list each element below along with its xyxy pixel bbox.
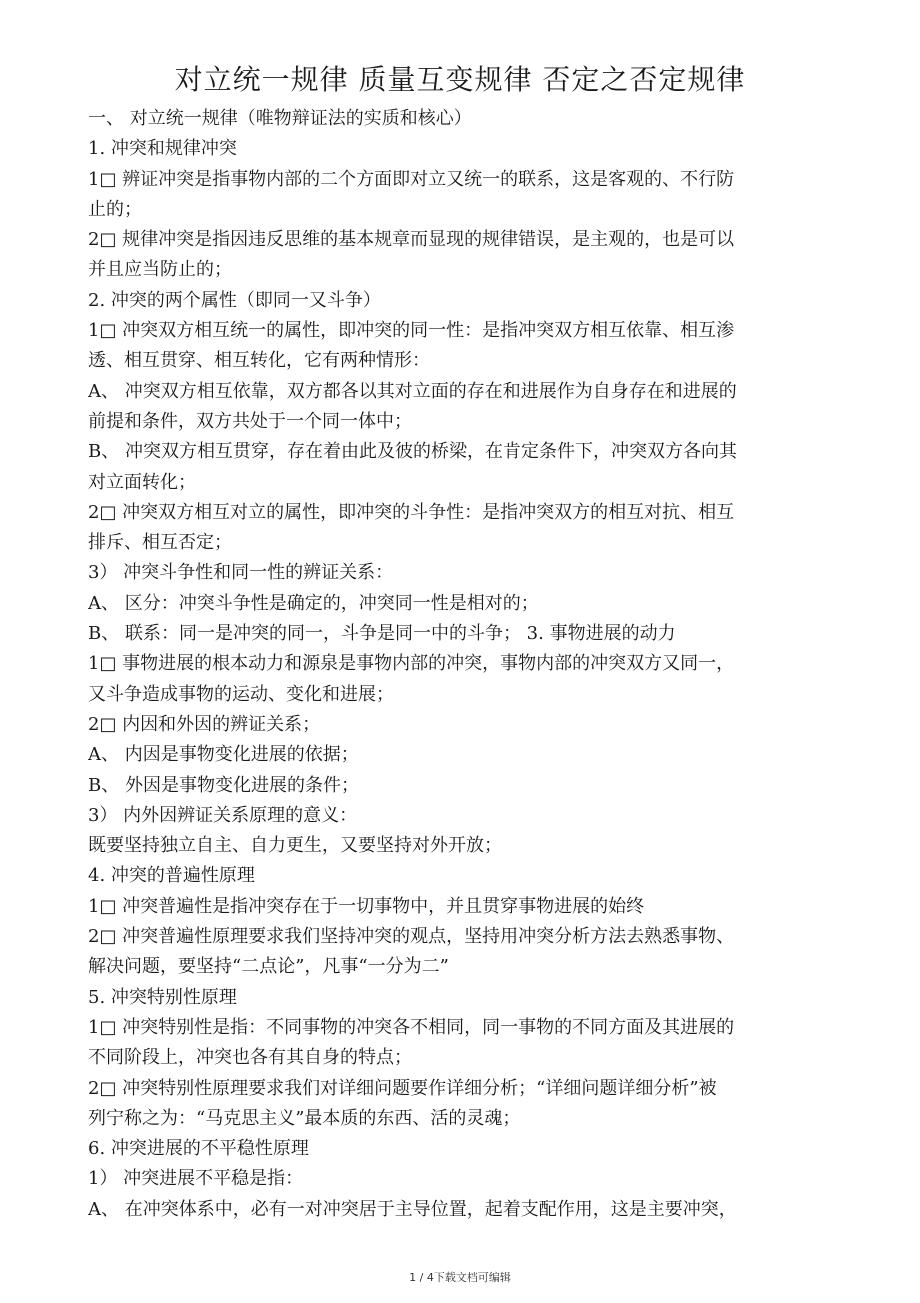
text-line: 不同阶段上，冲突也各有其自身的特点； <box>88 1047 412 1069</box>
page-footer: 1 / 4下载文档可编辑 <box>409 1271 511 1284</box>
text-line: 1） 冲突进展不平稳是指： <box>88 1168 304 1190</box>
text-line: 又斗争造成事物的运动、变化和进展； <box>88 683 394 705</box>
document-body <box>88 104 828 1225</box>
text-line: A、 在冲突体系中，必有一对冲突居于主导位置，起着支配作用，这是主要冲突， <box>88 1198 737 1220</box>
text-line: 解决问题，要坚持“二点论”，凡事“一分为二” <box>88 956 449 978</box>
text-line: 4. 冲突的普遍性原理 <box>88 865 255 887</box>
text-line: 列宁称之为：“马克思主义”最本质的东西、活的灵魂； <box>88 1107 521 1129</box>
text-line: A、 冲突双方相互依靠，双方都各以其对立面的存在和进展作为自身存在和进展的 <box>88 380 737 402</box>
text-line: B、 外因是事物变化进展的条件； <box>88 774 359 796</box>
text-line: A、 区分：冲突斗争性是确定的，冲突同一性是相对的； <box>88 592 539 614</box>
text-line: 1□ 冲突普遍性是指冲突存在于一切事物中，并且贯穿事物进展的始终 <box>88 895 645 917</box>
text-line: 1□ 辨证冲突是指事物内部的二个方面即对立又统一的联系，这是客观的、不行防 <box>88 168 735 190</box>
text-line: B、 冲突双方相互贯穿，存在着由此及彼的桥梁，在肯定条件下，冲突双方各向其 <box>88 441 737 463</box>
document-title: 对立统一规律 质量互变规律 否定之否定规律 <box>174 63 746 96</box>
text-line: 对立面转化； <box>88 471 196 493</box>
text-line: 3） 内外因辨证关系原理的意义： <box>88 804 358 826</box>
text-line: 1□ 冲突双方相互统一的属性，即冲突的同一性：是指冲突双方相互依靠、相互渗 <box>88 320 735 342</box>
text-line: 2. 冲突的两个属性（即同一又斗争） <box>88 289 381 311</box>
text-line: 2□ 冲突普遍性原理要求我们坚持冲突的观点，坚持用冲突分析方法去熟悉事物、 <box>88 926 735 948</box>
text-line: 既要坚持独立自主、自力更生，又要坚持对外开放； <box>88 835 502 857</box>
text-line: 1□ 冲突特别性是指：不同事物的冲突各不相同，同一事物的不同方面及其进展的 <box>88 1016 735 1038</box>
text-line: 2□ 冲突特别性原理要求我们对详细问题要作详细分析；“详细问题详细分析”被 <box>88 1077 717 1099</box>
text-line: 1□ 事物进展的根本动力和源泉是事物内部的冲突，事物内部的冲突双方又同一， <box>88 653 735 675</box>
text-line: 排斥、相互否定； <box>88 532 232 554</box>
text-line: A、 内因是事物变化进展的依据； <box>88 744 359 766</box>
text-line: 前提和条件，双方共处于一个同一体中； <box>88 410 412 432</box>
text-line: B、 联系：同一是冲突的同一，斗争是同一中的斗争； 3. 事物进展的动力 <box>88 623 676 645</box>
text-line: 透、相互贯穿、相互转化，它有两种情形： <box>88 350 430 372</box>
text-line: 2□ 冲突双方相互对立的属性，即冲突的斗争性：是指冲突双方的相互对抗、相互 <box>88 501 735 523</box>
text-line: 5. 冲突特别性原理 <box>88 986 237 1008</box>
text-line: 并且应当防止的； <box>88 259 232 281</box>
text-line: 止的； <box>88 198 142 220</box>
text-line: 2□ 内因和外因的辨证关系； <box>88 713 321 735</box>
text-line: 3） 冲突斗争性和同一性的辨证关系： <box>88 562 394 584</box>
text-line: 一、 对立统一规律（唯物辩证法的实质和核心） <box>88 108 472 129</box>
text-line: 2□ 规律冲突是指因违反思维的基本规章而显现的规律错误，是主观的，也是可以 <box>88 229 735 251</box>
text-line: 1. 冲突和规律冲突 <box>88 138 237 160</box>
text-line: 6. 冲突进展的不平稳性原理 <box>88 1138 309 1160</box>
